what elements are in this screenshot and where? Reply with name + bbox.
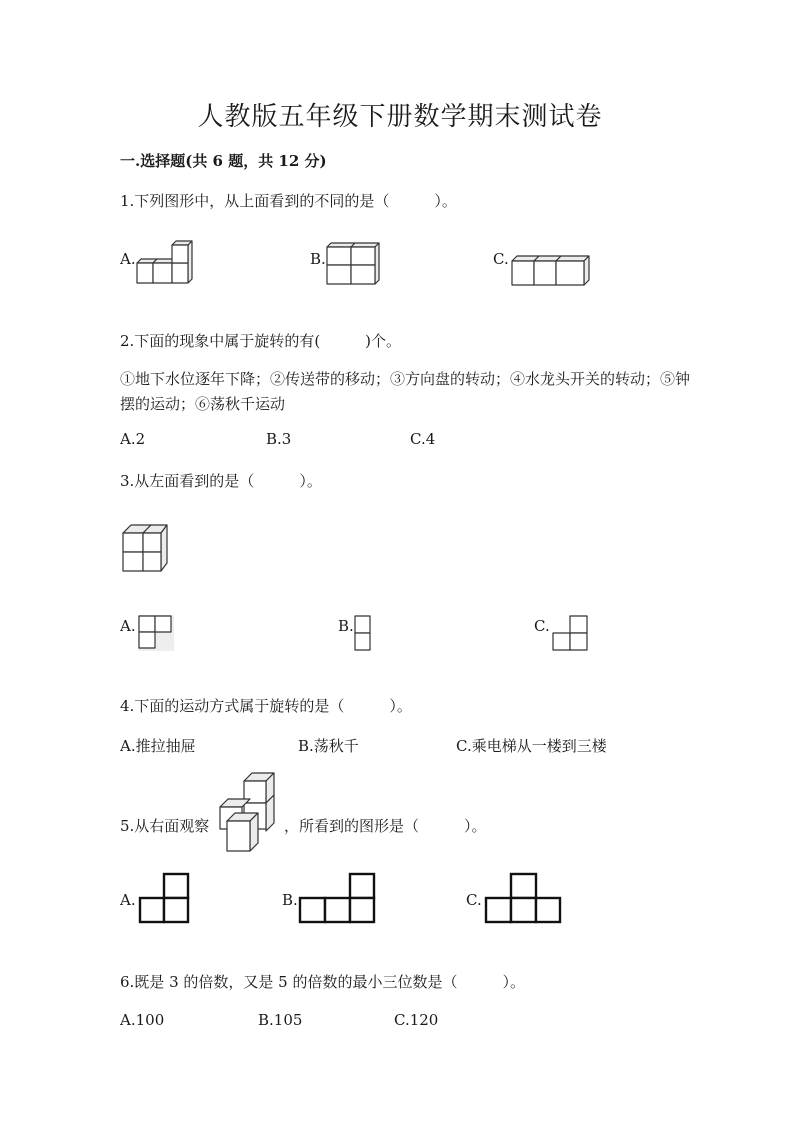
question-4-text: 4.下面的运动方式属于旋转的是（ ）。 xyxy=(120,697,412,715)
q3-option-b-view-figure xyxy=(354,615,372,651)
question-2-detail: ①地下水位逐年下降；②传送带的移动；③方向盘的转动；④水龙头开关的转动；⑤钟摆的运动；⑥荡秋千运动 xyxy=(120,370,691,413)
q4-option-b: B.荡秋千 xyxy=(298,737,359,755)
q6-option-c: C.120 xyxy=(394,1011,439,1029)
q1-option-a-cubes-figure xyxy=(136,242,198,286)
q4-option-c: C.乘电梯从一楼到三楼 xyxy=(456,737,607,755)
q1-option-c-label: C. xyxy=(493,250,509,268)
section-heading: 一.选择题(共 6 题，共 12 分) xyxy=(120,152,327,170)
q5-option-b-label: B. xyxy=(282,891,298,909)
q3-option-c-label: C. xyxy=(534,617,550,635)
question-5-text-after: ，所看到的图形是（ ）。 xyxy=(284,817,487,835)
question-2-text: 2.下面的现象中属于旋转的有( )个。 xyxy=(120,332,402,350)
question-5-text-before: 5.从右面观察 xyxy=(120,817,210,835)
q2-option-b: B.3 xyxy=(266,430,292,448)
q1-option-a-label: A. xyxy=(120,250,136,268)
q4-option-a: A.推拉抽屉 xyxy=(120,737,196,755)
q3-option-c-view-figure xyxy=(551,615,589,651)
question-6-text: 6.既是 3 的倍数，又是 5 的倍数的最小三位数是（ ）。 xyxy=(120,973,525,991)
q2-option-c: C.4 xyxy=(410,430,436,448)
q2-option-a: A.2 xyxy=(120,430,146,448)
q5-option-c-label: C. xyxy=(466,891,482,909)
q3-option-b-label: B. xyxy=(338,617,354,635)
q1-option-c-cubes-figure xyxy=(509,254,593,286)
q5-option-b-view-figure xyxy=(298,871,378,925)
q3-option-a-label: A. xyxy=(120,617,136,635)
q5-option-a-view-figure xyxy=(138,871,192,925)
q5-cube-structure-figure xyxy=(217,771,281,853)
q6-option-a: A.100 xyxy=(120,1011,165,1029)
q1-option-b-cubes-figure xyxy=(326,242,380,286)
q1-option-b-label: B. xyxy=(310,250,326,268)
q3-option-a-view-figure xyxy=(138,615,174,651)
question-3-text: 3.从左面看到的是（ ）。 xyxy=(120,472,322,490)
q5-option-c-view-figure xyxy=(484,871,564,925)
q5-option-a-label: A. xyxy=(120,891,136,909)
q6-option-b: B.105 xyxy=(258,1011,303,1029)
q3-cube-stack-figure xyxy=(121,523,169,573)
page-title: 人教版五年级下册数学期末测试卷 xyxy=(197,102,603,132)
question-1-text: 1.下列图形中，从上面看到的不同的是（ ）。 xyxy=(120,192,457,210)
